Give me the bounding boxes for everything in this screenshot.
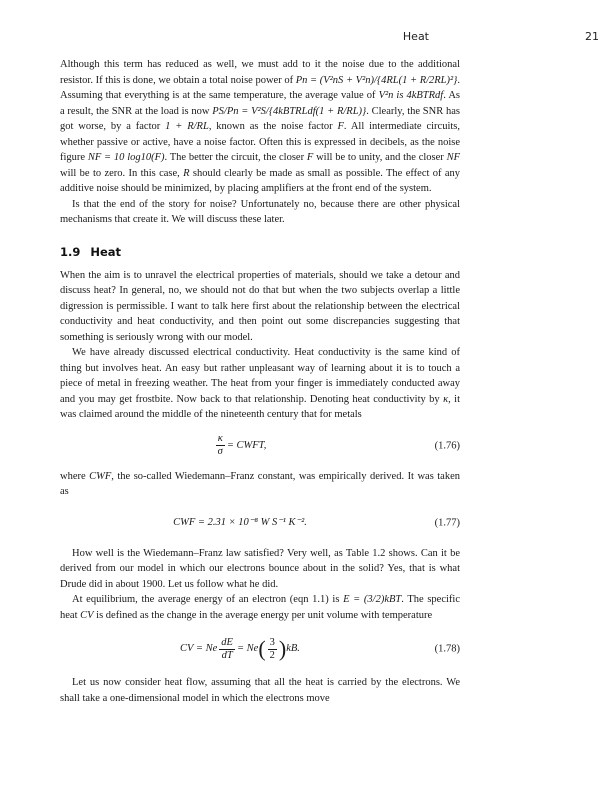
equation-1-78: CV = Ne $\frac{dE}{dT}$ = Ne ( $\frac{3}{2}$ ) kB. (1.78) xyxy=(180,636,460,661)
equation-number: (1.76) xyxy=(434,439,460,451)
running-head xyxy=(0,30,615,44)
paragraph-wf-constant: where CWF, the so-called Wiedemann–Franz constant, was empirically derived. It was taken as xyxy=(60,470,460,497)
page-number: 21 xyxy=(585,30,599,43)
equation-1-76: $\frac{\kappa}{\sigma}$ = CWFT, (1.76) xyxy=(217,433,460,457)
paragraph-heat-intro: When the aim is to unravel the electrical properties of materials, should we take a detour and discuss heat? In general, no, we should not do that but when the two subjects overlap a little digression is permissible. I want to talk here first about the relationship between the electrical conductivity and heat conductivity, and then point out some discrepancies suggesting that something is seriously wrong with our model. xyxy=(60,269,460,343)
paragraph-noise-end: Is that the end of the story for noise? Unfortunately no, because there are other physical mechanisms that create it. We will discuss these later. xyxy=(60,198,460,225)
body-text xyxy=(60,57,460,706)
paragraph-heat-flow: Let us now consider heat flow, assuming that all the heat is carried by the electrons. We shall take a one-dimensional model in which the electrons move xyxy=(60,677,460,704)
math-pn: Pn = (V²nS + V²n)/{4RL(1 + R/2RL)²} xyxy=(295,74,458,86)
equation-number: (1.77) xyxy=(434,516,460,528)
math-snr: PS/Pn = V²S/{4kBTRLdf(1 + R/RL)} xyxy=(212,105,367,117)
paragraph-heat-conductivity: We have already discussed electrical conductivity. Heat conductivity is the same kind of thing but involves heat. An easy but rather unpleasant way of learning about it is to touch a piece of metal in freezing weather. The heat from your finger is immediately conducted away and you may get frostbite. Now back to that relationship. Denoting heat conductivity by κ, it was claimed around the middle of the nineteenth century that for metals xyxy=(60,347,460,420)
paragraph-noise-power: Although this term has reduced as well, we must add to it the noise due to the additional resistor. If this is done, we obtain a total noise power of Pn = (V²nS + V²n)/{4RL(1 + R/2RL)²}. Assuming that everything is at the same temperature, the average value of V²n is 4kBTRdf. As a result, the SNR at the load is now PS/Pn = V²S/{4kBTRLdf(1 + R/RL)}. Clearly, the SNR has got worse, by a factor 1 + R/RL, known as the noise factor F. All intermediate circuits, whether passive or active, have a noise factor. Often this is expressed in decibels, as the noise figure NF = 10 log10(F). The better the circuit, the closer F will be to unity, and the closer NF will be to zero. In this case, R should clearly be made as small as possible. The effect of any additive noise should be minimized, by placing amplifiers at the front end of the system. xyxy=(60,59,461,194)
equation-number: (1.78) xyxy=(434,643,460,655)
paragraph-wf-law: How well is the Wiedemann–Franz law satisfied? Very well, as Table 1.2 shows. Can it be derived from our model in which our electrons bounce about in the solid? Yes, that is what Drude did in about 1900. Let us follow what he did. xyxy=(60,547,460,590)
paragraph-specific-heat: At equilibrium, the average energy of an electron (eqn 1.1) is E = (3/2)kBT. The specific heat CV is defined as the change in the average energy per unit volume with temperature xyxy=(60,594,460,621)
section-heading: 1.9 Heat xyxy=(60,244,122,259)
math-nf: NF = 10 log10(F) xyxy=(87,152,165,163)
math-factor: 1 + R/RL xyxy=(165,121,209,132)
running-title: Heat xyxy=(402,30,429,43)
math-vn: V²n is 4kBTRdf xyxy=(378,90,444,101)
equation-1-77: CWF = 2.31 × 10⁻⁸ W S⁻¹ K⁻². (1.77) xyxy=(60,508,460,538)
